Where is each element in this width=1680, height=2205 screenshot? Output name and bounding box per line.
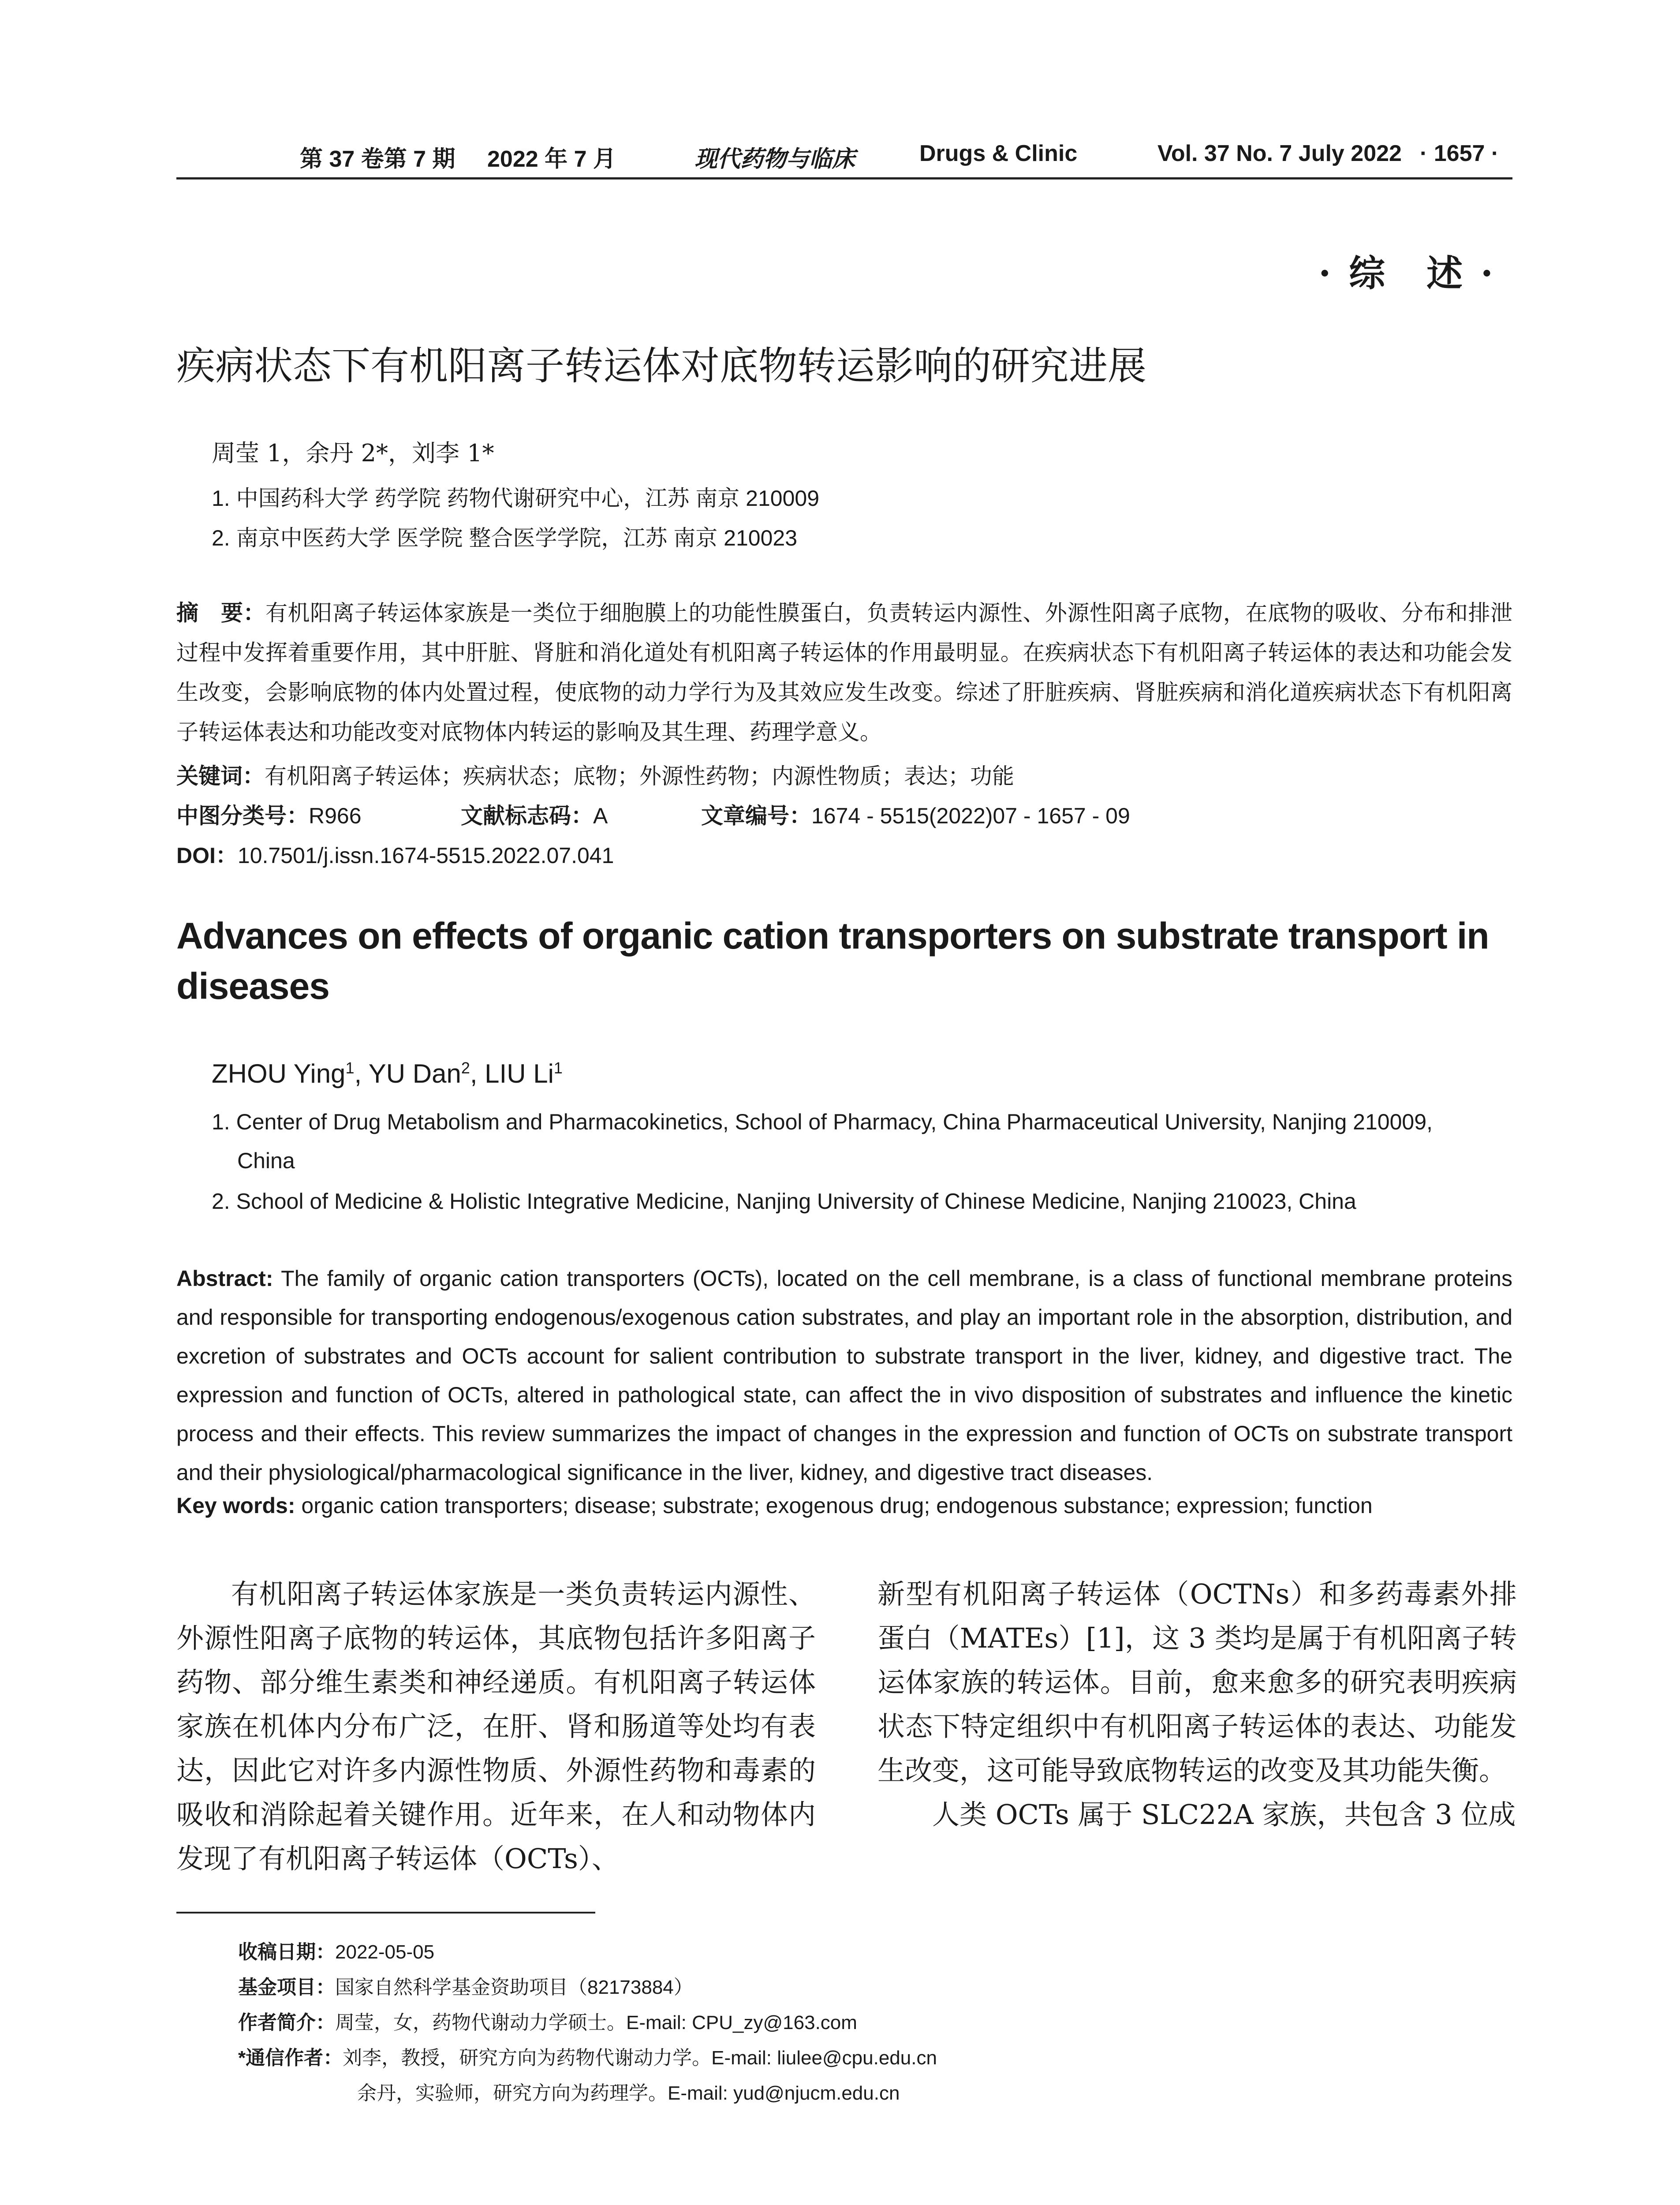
corr-value-1: 刘李，教授，研究方向为药物代谢动力学。E-mail: liulee@cpu.edu.cn — [343, 2047, 937, 2069]
header-page-number: · 1657 · — [1420, 141, 1499, 166]
header-volume-en: Vol. 37 No. 7 July 2022 — [1157, 141, 1402, 166]
body-left-column — [176, 1572, 816, 1881]
footnote-corresponding-2: 余丹，实验师，研究方向为药理学。E-mail: yud@njucm.edu.cn — [357, 2082, 900, 2104]
clc-value: R966 — [309, 804, 362, 828]
header-journal-en: Drugs & Clinic — [919, 141, 1078, 166]
author-3-sup: 1 — [553, 1059, 563, 1077]
author-3: , LIU Li — [470, 1059, 554, 1088]
abstract-en — [176, 1259, 1512, 1492]
received-label: 收稿日期： — [238, 1941, 335, 1963]
corr-label: *通信作者： — [238, 2047, 343, 2069]
abstract-en-label: Abstract: — [176, 1266, 273, 1291]
document-code — [461, 798, 608, 830]
author-1-sup: 1 — [345, 1059, 355, 1077]
body-paragraph-1-cont: 新型有机阳离子转运体（OCTNs）和多药毒素外排蛋白（MATEs）[1]，这 3 类均是属于有机阳离子转运体家族的转运体。目前，愈来愈多的研究表明疾病状态下特定组织中有机阳离子转运体的表达、功能发生改变，这可能导致底物转运的改变及其功能失衡。 — [877, 1578, 1517, 1786]
header-volume-zh: 第 37 卷第 7 期 — [300, 146, 455, 172]
footnote-author-bio — [238, 2007, 857, 2035]
affiliation-en-2: 2. School of Medicine & Holistic Integrative Medicine, Nanjing University of Chinese Medicine, Nanjing 210023, China — [212, 1189, 1356, 1214]
title-en: Advances on effects of organic cation transporters on substrate transport in diseases — [176, 915, 1489, 1007]
affiliation-en-1-line1: 1. Center of Drug Metabolism and Pharmacokinetics, School of Pharmacy, China Pharmaceutical University, Nanjing 210009, — [212, 1110, 1433, 1134]
authors-en — [212, 1058, 563, 1089]
doi-value[interactable]: 10.7501/j.issn.1674-5515.2022.07.041 — [237, 843, 614, 868]
section-label: · 综 述 · — [1318, 252, 1496, 295]
abstract-zh-text: 有机阳离子转运体家族是一类位于细胞膜上的功能性膜蛋白，负责转运内源性、外源性阳离子底物，在底物的吸收、分布和排泄过程中发挥着重要作用，其中肝脏、肾脏和消化道处有机阳离子转运体的作用最明显。在疾病状态下有机阳离子转运体的表达和功能会发生改变，会影响底物的体内处置过程，使底物的动力学行为及其效应发生改变。综述了肝脏疾病、肾脏疾病和消化道疾病状态下有机阳离子转运体表达和功能改变对底物体内转运的影响及其生理、药理学意义。 — [176, 601, 1513, 744]
affiliation-en-1-line2: China — [237, 1148, 295, 1173]
author-2-sup: 2 — [461, 1059, 470, 1077]
article-number — [701, 798, 1130, 830]
article-number-label: 文章编号： — [701, 804, 811, 828]
affiliation-zh-2: 2. 南京中医药大学 医学院 整合医学学院，江苏 南京 210023 — [212, 526, 798, 550]
doc-code-label: 文献标志码： — [461, 804, 593, 828]
footnote-rule — [176, 1912, 595, 1913]
fund-label: 基金项目： — [238, 1977, 335, 1998]
abstract-zh-label: 摘 要： — [176, 601, 266, 625]
clc-number — [176, 798, 362, 830]
author-2: , YU Dan — [354, 1059, 461, 1088]
header-date-zh: 2022 年 7 月 — [487, 146, 616, 172]
bio-label: 作者简介： — [238, 2012, 335, 2033]
body-right-column — [877, 1572, 1517, 1837]
abstract-zh — [176, 593, 1512, 752]
footnote-fund — [238, 1971, 693, 1999]
author-1: ZHOU Ying — [212, 1059, 346, 1088]
footnote-corresponding-1 — [238, 2042, 937, 2070]
affiliation-en-1 — [212, 1102, 1517, 1180]
doi-label: DOI： — [176, 843, 238, 868]
footnote-received — [238, 1936, 434, 1964]
abstract-en-text: The family of organic cation transporters (OCTs), located on the cell membrane, is a class of functional membrane proteins and responsible for transporting endogenous/exogenous cation substrates, and play an important role in the absorption, distribution, and excretion of substrates and OCTs account for salient contribution to substrate transport in the liver, kidney, and digestive tract. The expression and function of OCTs, altered in pathological state, can affect the in vivo disposition of substrates and influence the kinetic process and their effects. This review summarizes the impact of changes in the expression and function of OCTs on substrate transport and their physiological/pharmacological significance in the liver, kidney, and digestive tract diseases. — [176, 1266, 1512, 1485]
affiliation-zh-1: 1. 中国药科大学 药学院 药物代谢研究中心，江苏 南京 210009 — [212, 486, 820, 511]
title-zh: 疾病状态下有机阳离子转运体对底物转运影响的研究进展 — [176, 344, 1147, 388]
header-rule — [176, 177, 1512, 179]
keywords-en — [176, 1493, 1512, 1518]
keywords-en-label: Key words: — [176, 1493, 295, 1518]
fund-value: 国家自然科学基金资助项目（82173884） — [335, 1977, 693, 1998]
header-journal-zh: 现代药物与临床 — [694, 146, 855, 172]
authors-zh: 周莹 1，余丹 2*，刘李 1* — [212, 439, 494, 467]
article-number-value: 1674 - 5515(2022)07 - 1657 - 09 — [811, 804, 1130, 828]
bio-value: 周莹，女，药物代谢动力学硕士。E-mail: CPU_zy@163.com — [335, 2012, 857, 2033]
keywords-en-text: organic cation transporters; disease; substrate; exogenous drug; endogenous substance; expression; function — [295, 1493, 1373, 1518]
clc-label: 中图分类号： — [176, 804, 309, 828]
body-paragraph-2: 人类 OCTs 属于 SLC22A 家族，共包含 3 位成 — [932, 1798, 1516, 1831]
keywords-zh — [176, 759, 1014, 790]
body-paragraph-1: 有机阳离子转运体家族是一类负责转运内源性、外源性阳离子底物的转运体，其底物包括许多阳离子药物、部分维生素类和神经递质。有机阳离子转运体家族在机体内分布广泛，在肝、肾和肠道等处均有表达，因此它对许多内源性物质、外源性药物和毒素的吸收和消除起着关键作用。近年来，在人和动物体内发现了有机阳离子转运体（OCTs）、 — [176, 1578, 816, 1875]
doc-code-value: A — [593, 804, 608, 828]
doi — [176, 838, 614, 870]
keywords-zh-text: 有机阳离子转运体；疾病状态；底物；外源性药物；内源性物质；表达；功能 — [265, 764, 1014, 789]
received-value: 2022-05-05 — [335, 1941, 435, 1963]
keywords-zh-label: 关键词： — [176, 764, 265, 789]
